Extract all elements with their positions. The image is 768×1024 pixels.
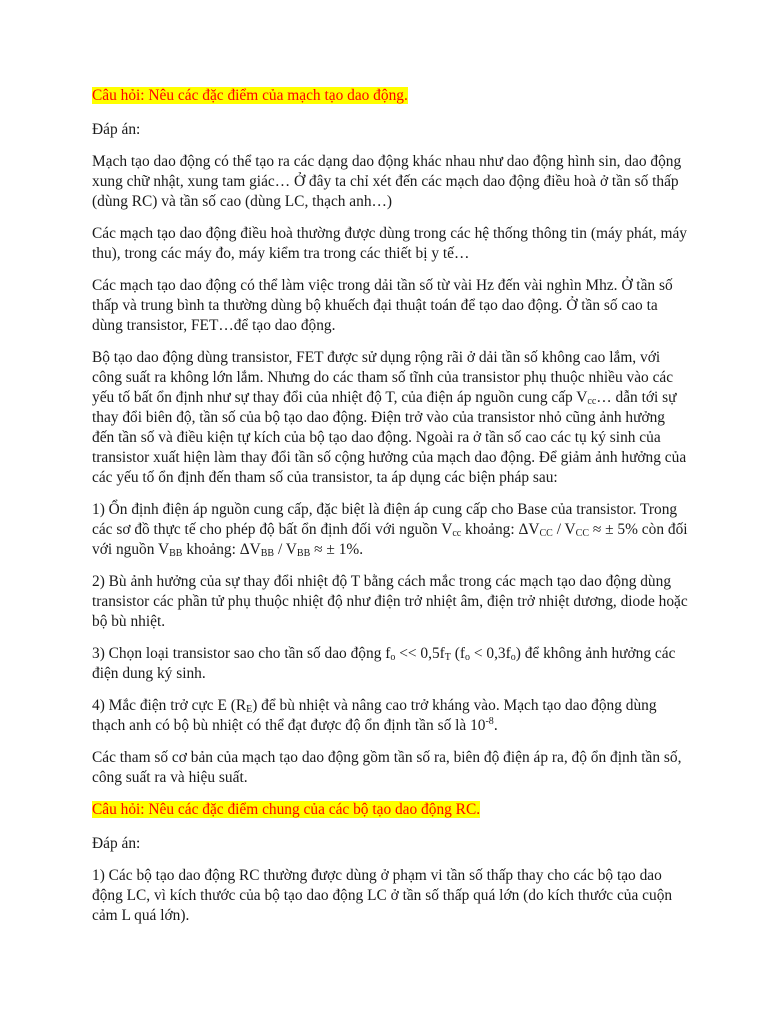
- answer-2-label: Đáp án:: [92, 835, 141, 852]
- measure-4: 4) Mắc điện trở cực E $(R_E)$ để bù nhiệt và nâng cao trở kháng vào. Mạch tạo dao động dùng thạch anh có bộ bù nhiệt có thể đạt được độ ổn định tần số là $10^{-8}$.: [92, 697, 657, 734]
- paragraph-oscillator-uses: Các mạch tạo dao động điều hoà thường được dùng trong các hệ thống thông tin (máy phát, máy thu), trong các máy đo, máy kiểm tra trong các thiết bị y tế…: [92, 225, 688, 262]
- measure-3: 3) Chọn loại transistor sao cho tần số dao động $f_o << 0,5f_T$ $(f_o < 0,3f_o)$ để không ảnh hưởng các điện dung ký sinh.: [92, 645, 676, 682]
- question-2-text: Câu hỏi: Nêu các đặc điểm chung của các bộ tạo dao động RC.: [92, 801, 481, 818]
- measure-1: 1) Ổn định điện áp nguồn cung cấp, đặc biệt là điện áp cung cấp cho Base của transistor. Trong các sơ đồ thực tế cho phép độ bất ổn định đối với nguồn $V_{cc}$ khoảng: $\Delta V_{CC} / V_{CC}$ ≈ ± 5% còn đối với nguồn $V_{BB}$ khoảng: $\Delta V_{BB} / V_{BB}$ ≈ ± 1%.: [92, 501, 688, 559]
- paragraph-frequency-range: Các mạch tạo dao động có thể làm việc trong dải tần số từ vài Hz đến vài nghìn Mhz. Ở tần số thấp và trung bình ta thường dùng bộ khuếch đại thuật toán để tạo dao động. Ở tần số cao ta dùng transistor, FET…để tạo dao động.: [92, 277, 673, 334]
- rc-point-1: 1) Các bộ tạo dao động RC thường được dùng ở phạm vi tần số thấp thay cho các bộ tạo dao động LC, vì kích thước của bộ tạo dao động LC ở tần số thấp quá lớn (do kích thước của cuộn cảm L quá lớn).: [92, 867, 673, 924]
- answer-1-label: Đáp án:: [92, 121, 141, 138]
- measure-2: 2) Bù ảnh hưởng của sự thay đổi nhiệt độ T bằng cách mắc trong các mạch tạo dao động dùng transistor các phần tử phụ thuộc nhiệt độ như điện trở nhiệt âm, điện trở nhiệt dương, diode hoặc bộ bù nhiệt.: [92, 573, 688, 630]
- question-2: [92, 800, 688, 820]
- paragraph-oscillator-types: Mạch tạo dao động có thể tạo ra các dạng dao động khác nhau như dao động hình sin, dao động xung chữ nhật, xung tam giác… Ở đây ta chỉ xét đến các mạch dao động điều hoà ở tần số thấp (dùng RC) và tần số cao (dùng LC, thạch anh…): [92, 153, 682, 210]
- paragraph-transistor-stability: Bộ tạo dao động dùng transistor, FET được sử dụng rộng rãi ở dải tần số không cao lắm, với công suất ra không lớn lắm. Nhưng do các tham số tĩnh của transistor phụ thuộc nhiều vào các yếu tố bất ổn định như sự thay đổi của nhiệt độ T, của điện áp nguồn cung cấp $V_{cc}\dots$ dẫn tới sự thay đổi biên độ, tần số của bộ tạo dao động. Điện trở vào của transistor nhỏ cũng ảnh hưởng đến tần số và điều kiện tự kích của bộ tạo dao động. Ngoài ra ở tần số cao các tụ ký sinh của transistor xuất hiện làm thay đổi tần số cộng hưởng của mạch dao động. Để giảm ảnh hưởng của các yếu tố ổn định đến tham số của transistor, ta áp dụng các biện pháp sau:: [92, 349, 687, 486]
- paragraph-basic-parameters: Các tham số cơ bản của mạch tạo dao động gồm tần số ra, biên độ điện áp ra, độ ổn định tần số, công suất ra và hiệu suất.: [92, 749, 682, 786]
- question-1-text: Câu hỏi: Nêu các đặc điểm của mạch tạo dao động.: [92, 87, 408, 104]
- question-1: [92, 86, 688, 106]
